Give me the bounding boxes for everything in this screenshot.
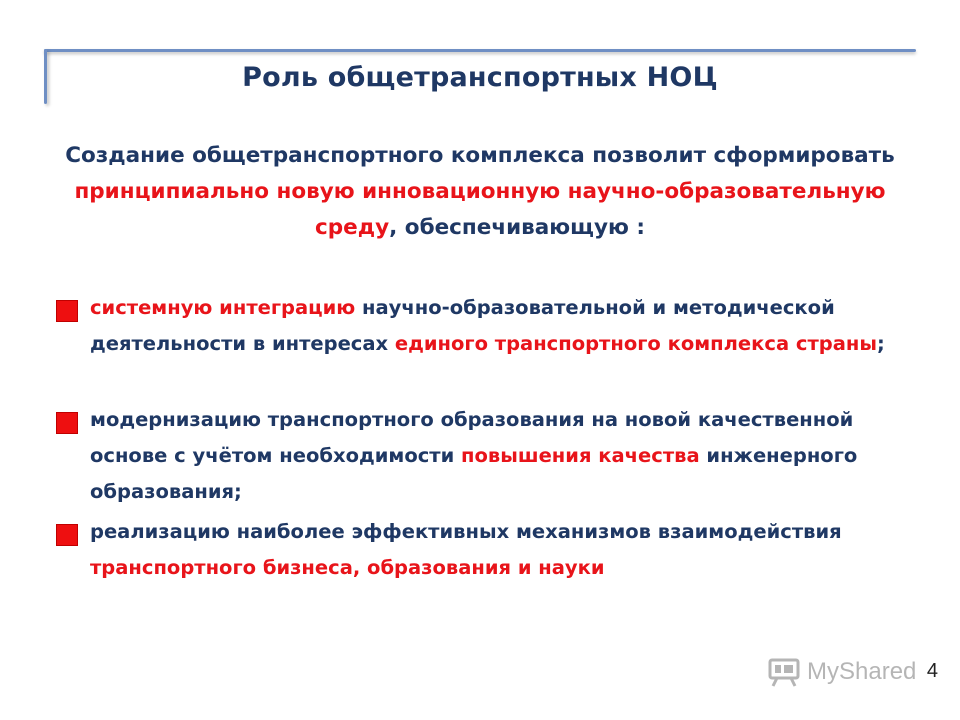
bullet-highlight: транспортного бизнеса, образования и науки — [90, 556, 605, 579]
bullet-text — [90, 402, 896, 510]
bullet-text — [90, 290, 896, 362]
bullet-plain: модернизацию транспортного образования на новой качественной основе с учётом необходимости — [90, 408, 854, 467]
watermark-logo — [767, 655, 916, 689]
bullet-plain: ; — [876, 332, 885, 355]
bullet-plain: инженерного образования; — [90, 444, 858, 503]
intro-text-highlight: принципиально новую инновационную научно-образовательную среду — [74, 179, 886, 240]
intro-text-part3: , обеспечивающую : — [389, 215, 645, 240]
bullet-highlight: системную интеграцию — [90, 296, 356, 319]
bullet-highlight: единого транспортного комплекса страны — [394, 332, 877, 355]
presentation-board-icon — [767, 657, 801, 687]
bullet-highlight: повышения качества — [461, 444, 700, 467]
watermark-text: MyShared — [807, 658, 917, 685]
red-square-bullet-icon — [56, 524, 78, 546]
page-number: 4 — [926, 660, 938, 682]
red-square-bullet-icon — [56, 300, 78, 322]
intro-text-part1: Создание общетранспортного комплекса позволит сформировать — [65, 143, 895, 168]
bullet-plain: научно-образовательной и методической деятельности в интересах — [90, 296, 835, 355]
bullet-plain: реализацию наиболее эффективных механизмов взаимодействия — [90, 520, 842, 543]
slide-title: Роль общетранспортных НОЦ — [242, 62, 718, 93]
bullet-text — [90, 514, 896, 586]
red-square-bullet-icon — [56, 412, 78, 434]
